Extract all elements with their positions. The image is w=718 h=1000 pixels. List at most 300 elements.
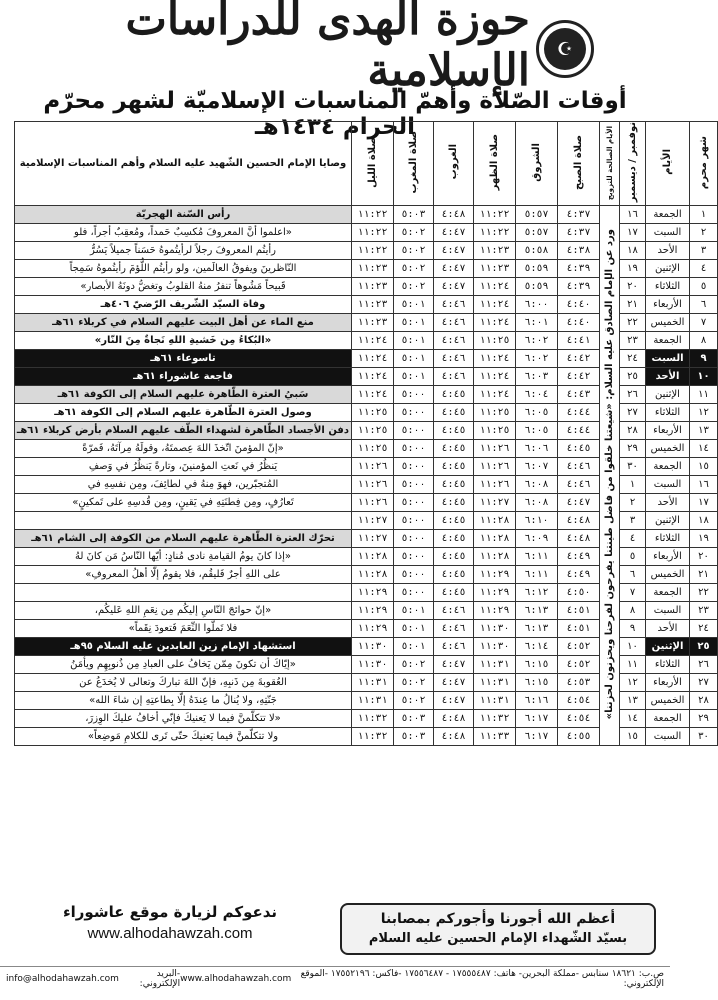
date-cell: ١٩: [620, 260, 646, 278]
day-cell: السبت: [646, 728, 690, 746]
month-cell: ٢٣: [690, 602, 718, 620]
maghrib-time-cell: ٥:٠٢: [394, 242, 434, 260]
month-cell: ٣٠: [690, 728, 718, 746]
sunset-time-cell: ٤:٤٦: [434, 314, 474, 332]
maghrib-time-cell: ٥:٠١: [394, 368, 434, 386]
night-time-cell: ١١:٢٢: [352, 206, 394, 224]
sunrise-time-cell: ٦:١٦: [516, 692, 558, 710]
table-body: [15, 206, 718, 746]
maghrib-time-cell: ٥:٠٠: [394, 386, 434, 404]
fajr-time-cell: ٤:٤٧: [558, 494, 600, 512]
month-cell: ٢٢: [690, 584, 718, 602]
month-cell: ٢٥: [690, 638, 718, 656]
sunrise-time-cell: ٦:١١: [516, 548, 558, 566]
sunrise-time-cell: ٦:٠٠: [516, 296, 558, 314]
night-time-cell: ١١:٢٥: [352, 404, 394, 422]
fajr-time-cell: ٤:٤٠: [558, 296, 600, 314]
fajr-time-cell: ٤:٤٠: [558, 314, 600, 332]
sunset-time-cell: ٤:٤٧: [434, 656, 474, 674]
day-cell: الأحد: [646, 494, 690, 512]
dhuhr-time-cell: ١١:٢٨: [474, 530, 516, 548]
date-cell: ٢٧: [620, 404, 646, 422]
col-date: نوفمبر / ديسمبر: [620, 122, 646, 206]
sunset-time-cell: ٤:٤٦: [434, 296, 474, 314]
dhuhr-time-cell: ١١:٢٥: [474, 422, 516, 440]
night-time-cell: ١١:٢٣: [352, 278, 394, 296]
date-cell: ١٧: [620, 224, 646, 242]
maghrib-time-cell: ٥:٠٠: [394, 530, 434, 548]
day-cell: الأحد: [646, 242, 690, 260]
maghrib-time-cell: ٥:٠٣: [394, 728, 434, 746]
date-cell: ١٠: [620, 638, 646, 656]
table-row: [15, 206, 718, 224]
month-cell: ٢١: [690, 566, 718, 584]
sunrise-time-cell: ٥:٥٧: [516, 206, 558, 224]
condolence-line2: بسيّد الشّهداء الإمام الحسين عليه السلام: [368, 931, 628, 946]
contact-website-link[interactable]: www.alhodahawzah.com: [180, 973, 292, 984]
day-cell: الأربعاء: [646, 548, 690, 566]
dhuhr-time-cell: ١١:٢٧: [474, 494, 516, 512]
night-time-cell: ١١:٢٦: [352, 458, 394, 476]
sunset-time-cell: ٤:٤٧: [434, 224, 474, 242]
dhuhr-time-cell: ١١:٢٩: [474, 566, 516, 584]
date-cell: ٢٤: [620, 350, 646, 368]
date-cell: ١٤: [620, 710, 646, 728]
fajr-time-cell: ٤:٥٤: [558, 710, 600, 728]
month-cell: ٢٩: [690, 710, 718, 728]
fajr-time-cell: ٤:٥٢: [558, 656, 600, 674]
dhuhr-time-cell: ١١:٢٤: [474, 296, 516, 314]
maghrib-time-cell: ٥:٠١: [394, 314, 434, 332]
event-cell: [15, 584, 352, 602]
invite-text: ندعوكم لزيارة موقع عاشوراء: [62, 903, 278, 921]
day-cell: الإثنين: [646, 260, 690, 278]
night-time-cell: ١١:٢٣: [352, 296, 394, 314]
sunrise-time-cell: ٦:١٥: [516, 674, 558, 692]
maghrib-time-cell: ٥:٠٠: [394, 512, 434, 530]
fajr-time-cell: ٤:٥١: [558, 620, 600, 638]
night-time-cell: ١١:٢٣: [352, 260, 394, 278]
contact-mail-label: -البريد الإلكتروني:: [139, 968, 181, 989]
night-time-cell: ١١:٣١: [352, 674, 394, 692]
event-cell: قَبيحاً مَشُوهاً تنفرُ منهُ القلوبُ وتغضُّ دونَهُ الأبصار»: [15, 278, 352, 296]
sunrise-time-cell: ٦:١٥: [516, 656, 558, 674]
maghrib-time-cell: ٥:٠٠: [394, 548, 434, 566]
sunrise-time-cell: ٦:١٠: [516, 512, 558, 530]
night-time-cell: ١١:٢٢: [352, 224, 394, 242]
date-cell: ٢٠: [620, 278, 646, 296]
date-cell: ٢٩: [620, 440, 646, 458]
dhuhr-time-cell: ١١:٢٥: [474, 332, 516, 350]
fajr-time-cell: ٤:٤٢: [558, 350, 600, 368]
day-cell: الثلاثاء: [646, 278, 690, 296]
dhuhr-time-cell: ١١:٢٤: [474, 278, 516, 296]
sunrise-time-cell: ٦:٠٩: [516, 530, 558, 548]
night-time-cell: ١١:٣٠: [352, 656, 394, 674]
sunrise-time-cell: ٦:١٣: [516, 620, 558, 638]
maghrib-time-cell: ٥:٠٢: [394, 278, 434, 296]
dhuhr-time-cell: ١١:٢٤: [474, 386, 516, 404]
col-month: شهر محرم: [690, 122, 718, 206]
event-cell: العُقوبةَ مِن ذَنبِهِ، فإنّ اللهَ تباركَ وتعالى لا يُخدَعُ عن: [15, 674, 352, 692]
event-cell: ولا تتكلّمنَّ فيما يَعنيكَ حتّى تَرى للكلامِ مَوضِعاً»: [15, 728, 352, 746]
maghrib-time-cell: ٥:٠٠: [394, 440, 434, 458]
event-cell: يَنظُرُ في نَعتِ المؤمنينَ، وتارةً يَنظُرُ في وَصفِ: [15, 458, 352, 476]
col-sunset: الغروب: [434, 122, 474, 206]
sunset-time-cell: ٤:٤٥: [434, 584, 474, 602]
event-cell: «البُكاءُ مِن خَشيةِ اللهِ نَجاةٌ مِنَ النّار»: [15, 332, 352, 350]
table-header-row: [15, 122, 718, 206]
night-time-cell: ١١:٢٦: [352, 494, 394, 512]
day-cell: الجمعة: [646, 206, 690, 224]
sunrise-time-cell: ٦:٠٥: [516, 422, 558, 440]
dhuhr-time-cell: ١١:٢٢: [474, 206, 516, 224]
sunset-time-cell: ٤:٤٦: [434, 638, 474, 656]
dhuhr-time-cell: ١١:٣٣: [474, 728, 516, 746]
fajr-time-cell: ٤:٤٤: [558, 422, 600, 440]
maghrib-time-cell: ٥:٠٠: [394, 404, 434, 422]
fajr-time-cell: ٤:٥٢: [558, 638, 600, 656]
day-cell: الخميس: [646, 440, 690, 458]
contact-bar: [0, 966, 670, 990]
fajr-time-cell: ٤:٣٨: [558, 242, 600, 260]
fajr-time-cell: ٤:٤٢: [558, 368, 600, 386]
fajr-time-cell: ٤:٤٨: [558, 512, 600, 530]
dhuhr-time-cell: ١١:٢٦: [474, 458, 516, 476]
month-cell: ١٠: [690, 368, 718, 386]
date-cell: ١: [620, 476, 646, 494]
sunset-time-cell: ٤:٤٥: [434, 404, 474, 422]
sunrise-time-cell: ٦:٠٢: [516, 350, 558, 368]
page-header: [0, 0, 670, 140]
dhuhr-time-cell: ١١:٢٤: [474, 314, 516, 332]
day-cell: الإثنين: [646, 512, 690, 530]
month-cell: ٣: [690, 242, 718, 260]
dhuhr-time-cell: ١١:٢٥: [474, 404, 516, 422]
day-cell: الجمعة: [646, 710, 690, 728]
sunrise-time-cell: ٦:١٣: [516, 602, 558, 620]
sunrise-time-cell: ٦:٠٥: [516, 404, 558, 422]
maghrib-time-cell: ٥:٠١: [394, 620, 434, 638]
night-time-cell: ١١:٢٦: [352, 476, 394, 494]
day-cell: الثلاثاء: [646, 656, 690, 674]
date-cell: ١٥: [620, 728, 646, 746]
dhuhr-time-cell: ١١:٢٦: [474, 440, 516, 458]
sunset-time-cell: ٤:٤٦: [434, 350, 474, 368]
dhuhr-time-cell: ١١:٢٤: [474, 368, 516, 386]
date-cell: ٢٢: [620, 314, 646, 332]
sunrise-time-cell: ٦:٠٤: [516, 386, 558, 404]
maghrib-time-cell: ٥:٠٢: [394, 656, 434, 674]
sunset-time-cell: ٤:٤٨: [434, 206, 474, 224]
day-cell: الأربعاء: [646, 422, 690, 440]
day-cell: الأحد: [646, 368, 690, 386]
event-cell: وفاة السيّد الشّريف الرّضيّ ٤٠٦هـ: [15, 296, 352, 314]
col-dhuhr: صلاة الظهر: [474, 122, 516, 206]
day-cell: الثلاثاء: [646, 404, 690, 422]
sunset-time-cell: ٤:٤٧: [434, 674, 474, 692]
fajr-time-cell: ٤:٤٦: [558, 458, 600, 476]
fajr-time-cell: ٤:٥١: [558, 602, 600, 620]
sunset-time-cell: ٤:٤٦: [434, 602, 474, 620]
day-cell: الجمعة: [646, 584, 690, 602]
condolence-box: [340, 903, 656, 955]
day-cell: الثلاثاء: [646, 530, 690, 548]
sunrise-time-cell: ٦:٠١: [516, 314, 558, 332]
month-cell: ١٤: [690, 440, 718, 458]
event-cell: النّاظرينَ ويفوقُ العالَمين، ولو رأيتُم اللُّؤمَ رأيتُموهُ سَمِجاً: [15, 260, 352, 278]
night-time-cell: ١١:٢٥: [352, 422, 394, 440]
date-cell: ٢: [620, 494, 646, 512]
night-time-cell: ١١:٢٩: [352, 602, 394, 620]
sunset-time-cell: ٤:٤٥: [434, 530, 474, 548]
dhuhr-time-cell: ١١:٢٦: [474, 476, 516, 494]
condolence-line1: أعظم الله أجورنا وأجوركم بمصابنا: [380, 911, 616, 927]
sunrise-time-cell: ٥:٥٨: [516, 242, 558, 260]
date-cell: ٩: [620, 620, 646, 638]
month-cell: ١٢: [690, 404, 718, 422]
event-cell: «إذا كانَ يومُ القيامةِ نادى مُنادٍ: أيّها النّاسُ مَن كانَ لهُ: [15, 548, 352, 566]
event-cell: سَبيُ العترة الطّاهرة عليهم السلام إلى الكوفة ٦١هـ: [15, 386, 352, 404]
maghrib-time-cell: ٥:٠١: [394, 332, 434, 350]
maghrib-time-cell: ٥:٠٠: [394, 566, 434, 584]
dhuhr-time-cell: ١١:٣١: [474, 656, 516, 674]
fajr-time-cell: ٤:٤٦: [558, 476, 600, 494]
sunrise-time-cell: ٦:١٤: [516, 638, 558, 656]
maghrib-time-cell: ٥:٠١: [394, 602, 434, 620]
month-cell: ٢٧: [690, 674, 718, 692]
month-cell: ٢٦: [690, 656, 718, 674]
sunrise-time-cell: ٦:٠٨: [516, 476, 558, 494]
night-time-cell: ١١:٢٥: [352, 440, 394, 458]
prayer-times-table: [14, 121, 718, 746]
fajr-time-cell: ٤:٥٠: [558, 584, 600, 602]
event-cell: فلا تَملّوا النِّعَمَ فَتعودَ نِقَماً»: [15, 620, 352, 638]
day-cell: السبت: [646, 602, 690, 620]
sunset-time-cell: ٤:٤٥: [434, 476, 474, 494]
dhuhr-time-cell: ١١:٢٩: [474, 602, 516, 620]
sunrise-time-cell: ٦:١١: [516, 566, 558, 584]
night-time-cell: ١١:٣٢: [352, 728, 394, 746]
event-cell: «إيّاكَ أن تكونَ مِمّن يَخافُ على العبادِ مِن ذُنوبِهِم ويأمَنُ: [15, 656, 352, 674]
night-time-cell: ١١:٢٨: [352, 566, 394, 584]
sunset-time-cell: ٤:٤٥: [434, 548, 474, 566]
sunrise-time-cell: ٦:٠٦: [516, 440, 558, 458]
page-title: أوقات الصّلاة وأهمّ المناسبات الإسلاميّة لشهر محرّم الحرام ١٤٣٤هـ: [43, 88, 627, 140]
date-cell: ١٦: [620, 206, 646, 224]
side-quote-text: ورد عن الإمام الصادق عليه السلام: «شيعتنا خلقوا من فاضل طينتنا يفرحون لفرحنا ويحزنون لحزننا»: [604, 229, 615, 720]
month-cell: ٢٠: [690, 548, 718, 566]
date-cell: ٢٦: [620, 386, 646, 404]
event-cell: فاجعة عاشوراء ٦١هـ: [15, 368, 352, 386]
sunset-time-cell: ٤:٤٧: [434, 260, 474, 278]
maghrib-time-cell: ٥:٠٠: [394, 422, 434, 440]
date-cell: ١٣: [620, 692, 646, 710]
dhuhr-time-cell: ١١:٢٣: [474, 242, 516, 260]
maghrib-time-cell: ٥:٠٣: [394, 206, 434, 224]
date-cell: ٢٨: [620, 422, 646, 440]
day-cell: الجمعة: [646, 332, 690, 350]
day-cell: الخميس: [646, 566, 690, 584]
night-time-cell: ١١:٣٠: [352, 638, 394, 656]
maghrib-time-cell: ٥:٠٣: [394, 710, 434, 728]
date-cell: ١٢: [620, 674, 646, 692]
day-cell: الخميس: [646, 314, 690, 332]
night-time-cell: ١١:٢٨: [352, 548, 394, 566]
event-cell: وصول العترة الطّاهرة عليهم السلام إلى الكوفة ٦١هـ: [15, 404, 352, 422]
day-cell: الجمعة: [646, 458, 690, 476]
fajr-time-cell: ٤:٤٨: [558, 530, 600, 548]
month-cell: ١٦: [690, 476, 718, 494]
date-cell: ٢١: [620, 296, 646, 314]
month-cell: ٧: [690, 314, 718, 332]
event-cell: تَعارُفٍ، ومِن فِطنَتِهِ في يَقينٍ، ومِن قُدسِهِ على تَمكينٍ»: [15, 494, 352, 512]
day-cell: الأربعاء: [646, 296, 690, 314]
sunset-time-cell: ٤:٤٥: [434, 566, 474, 584]
col-sunrise: الشروق: [516, 122, 558, 206]
date-cell: ٨: [620, 602, 646, 620]
day-cell: الأربعاء: [646, 674, 690, 692]
date-cell: ٦: [620, 566, 646, 584]
month-cell: ٩: [690, 350, 718, 368]
maghrib-time-cell: ٥:٠٢: [394, 260, 434, 278]
dhuhr-time-cell: ١١:٣١: [474, 692, 516, 710]
day-cell: السبت: [646, 224, 690, 242]
sunset-time-cell: ٤:٤٥: [434, 440, 474, 458]
maghrib-time-cell: ٥:٠١: [394, 350, 434, 368]
day-cell: الإثنين: [646, 638, 690, 656]
event-cell: دفن الأجساد الطّاهرة لشهداء الطّف عليهم السلام بأرض كربلاء ٦١هـ: [15, 422, 352, 440]
contact-address: ص.ب: ١٨٦٢١ سنابس -مملكة البحرين- هاتف: ١٧٥٥٥٤٨٧ - ١٧٥٥٦٤٨٧ -فاكس: ١٧٥٥٢١٩٦ -الموقع الإلكتروني:: [300, 968, 664, 989]
maghrib-time-cell: ٥:٠٠: [394, 458, 434, 476]
date-cell: ٢٥: [620, 368, 646, 386]
sunset-time-cell: ٤:٤٥: [434, 494, 474, 512]
month-cell: ٦: [690, 296, 718, 314]
sunset-time-cell: ٤:٤٥: [434, 512, 474, 530]
sunrise-time-cell: ٦:٠٨: [516, 494, 558, 512]
fajr-time-cell: ٤:٤٥: [558, 440, 600, 458]
fajr-time-cell: ٤:٥٥: [558, 728, 600, 746]
website-link[interactable]: www.alhodahawzah.com: [87, 925, 253, 942]
fajr-time-cell: ٤:٤٩: [558, 566, 600, 584]
side-quote: [600, 206, 620, 746]
maghrib-time-cell: ٥:٠٠: [394, 584, 434, 602]
month-cell: ١١: [690, 386, 718, 404]
sunset-time-cell: ٤:٤٥: [434, 458, 474, 476]
sunrise-time-cell: ٥:٥٧: [516, 224, 558, 242]
event-cell: المُتجبّرين، فهوَ مِنهُ في لطائِفَ، ومِن نفسِهِ في: [15, 476, 352, 494]
dhuhr-time-cell: ١١:٣٠: [474, 620, 516, 638]
fajr-time-cell: ٤:٤١: [558, 332, 600, 350]
night-time-cell: ١١:٢٤: [352, 386, 394, 404]
day-cell: الإثنين: [646, 386, 690, 404]
day-cell: السبت: [646, 476, 690, 494]
date-cell: ٧: [620, 584, 646, 602]
month-cell: ١٥: [690, 458, 718, 476]
sunrise-time-cell: ٦:١٧: [516, 710, 558, 728]
maghrib-time-cell: ٥:٠٢: [394, 674, 434, 692]
date-cell: ٤: [620, 530, 646, 548]
event-cell: رأس السّنة الهجريّة: [15, 206, 352, 224]
day-cell: السبت: [646, 350, 690, 368]
col-day: الأيام: [646, 122, 690, 206]
night-time-cell: ١١:٢٧: [352, 530, 394, 548]
fajr-time-cell: ٤:٤٤: [558, 404, 600, 422]
month-cell: ٢٤: [690, 620, 718, 638]
month-cell: ١٧: [690, 494, 718, 512]
sunset-time-cell: ٤:٤٧: [434, 278, 474, 296]
sunset-time-cell: ٤:٤٥: [434, 422, 474, 440]
maghrib-time-cell: ٥:٠٢: [394, 224, 434, 242]
dhuhr-time-cell: ١١:٢٢: [474, 224, 516, 242]
col-marriage: الأيام الصالحة للتزويج: [600, 122, 620, 206]
col-maghrib: صلاة المغرب: [394, 122, 434, 206]
sunset-time-cell: ٤:٤٦: [434, 620, 474, 638]
date-cell: ٣٠: [620, 458, 646, 476]
website-invite: [20, 903, 320, 955]
day-cell: الخميس: [646, 692, 690, 710]
date-cell: ١٨: [620, 242, 646, 260]
dhuhr-time-cell: ١١:٢٩: [474, 584, 516, 602]
month-cell: ١٨: [690, 512, 718, 530]
fajr-time-cell: ٤:٣٧: [558, 206, 600, 224]
fajr-time-cell: ٤:٤٩: [558, 548, 600, 566]
sunrise-time-cell: ٦:٠٢: [516, 332, 558, 350]
maghrib-time-cell: ٥:٠٢: [394, 692, 434, 710]
month-cell: ١٣: [690, 422, 718, 440]
night-time-cell: ١١:٣٢: [352, 710, 394, 728]
maghrib-time-cell: ٥:٠١: [394, 296, 434, 314]
email-link[interactable]: info@alhodahawzah.com: [6, 973, 119, 984]
month-cell: ١: [690, 206, 718, 224]
sunset-time-cell: ٤:٤٧: [434, 242, 474, 260]
sunset-time-cell: ٤:٤٥: [434, 386, 474, 404]
month-cell: ٨: [690, 332, 718, 350]
sunset-time-cell: ٤:٤٨: [434, 728, 474, 746]
month-cell: ٢٨: [690, 692, 718, 710]
event-cell: منع الماء عن أهل البيت عليهم السلام في كربلاء ٦١هـ: [15, 314, 352, 332]
day-cell: الأحد: [646, 620, 690, 638]
sunrise-time-cell: ٥:٥٩: [516, 260, 558, 278]
month-cell: ٥: [690, 278, 718, 296]
dhuhr-time-cell: ١١:٢٨: [474, 548, 516, 566]
night-time-cell: ١١:٣١: [352, 692, 394, 710]
fajr-time-cell: ٤:٤٣: [558, 386, 600, 404]
sunrise-time-cell: ٥:٥٩: [516, 278, 558, 296]
maghrib-time-cell: ٥:٠٠: [394, 494, 434, 512]
month-cell: ١٩: [690, 530, 718, 548]
event-cell: رأيتُم المعروفَ رجلاً لرأيتُموهُ حَسَناً جميلاً يَسُرُّ: [15, 242, 352, 260]
sunset-time-cell: ٤:٤٧: [434, 692, 474, 710]
event-cell: تحرّك العترة الطّاهرة عليهم السلام من الكوفة إلى الشام ٦١هـ: [15, 530, 352, 548]
event-cell: «لا تتكلّمنَّ فيما لا يَعنيكَ فإنّي أخافُ عليكَ الوِزرَ،: [15, 710, 352, 728]
night-time-cell: ١١:٢٣: [352, 314, 394, 332]
fajr-time-cell: ٤:٣٧: [558, 224, 600, 242]
event-cell: تاسوعاء ٦١هـ: [15, 350, 352, 368]
fajr-time-cell: ٤:٥٤: [558, 692, 600, 710]
dhuhr-time-cell: ١١:٢٣: [474, 260, 516, 278]
event-cell: «إنّ حوائجَ النّاسِ إليكُم مِن نِعَمِ اللهِ عَليكُم،: [15, 602, 352, 620]
dhuhr-time-cell: ١١:٢٤: [474, 350, 516, 368]
event-cell: استشهاد الإمام زين العابدين عليه السلام ٩٥هـ: [15, 638, 352, 656]
event-cell: جَنّتِهِ، ولا يُنالُ ما عِندَهُ إلّا بِطاعتِهِ إن شاءَ الله»: [15, 692, 352, 710]
date-cell: ٣: [620, 512, 646, 530]
event-cell: «اعلموا أنَّ المعروفَ مُكسِبٌ حَمداً، ومُعقِبٌ أجراً، فلو: [15, 224, 352, 242]
logo-title: حوزة الهدى للدراسات الإسلامية: [125, 0, 530, 96]
sunrise-time-cell: ٦:٠٣: [516, 368, 558, 386]
sunset-time-cell: ٤:٤٦: [434, 368, 474, 386]
col-events: وصايا الإمام الحسين الشّهيد عليه السلام وأهم المناسبات الإسلامية: [15, 122, 352, 206]
